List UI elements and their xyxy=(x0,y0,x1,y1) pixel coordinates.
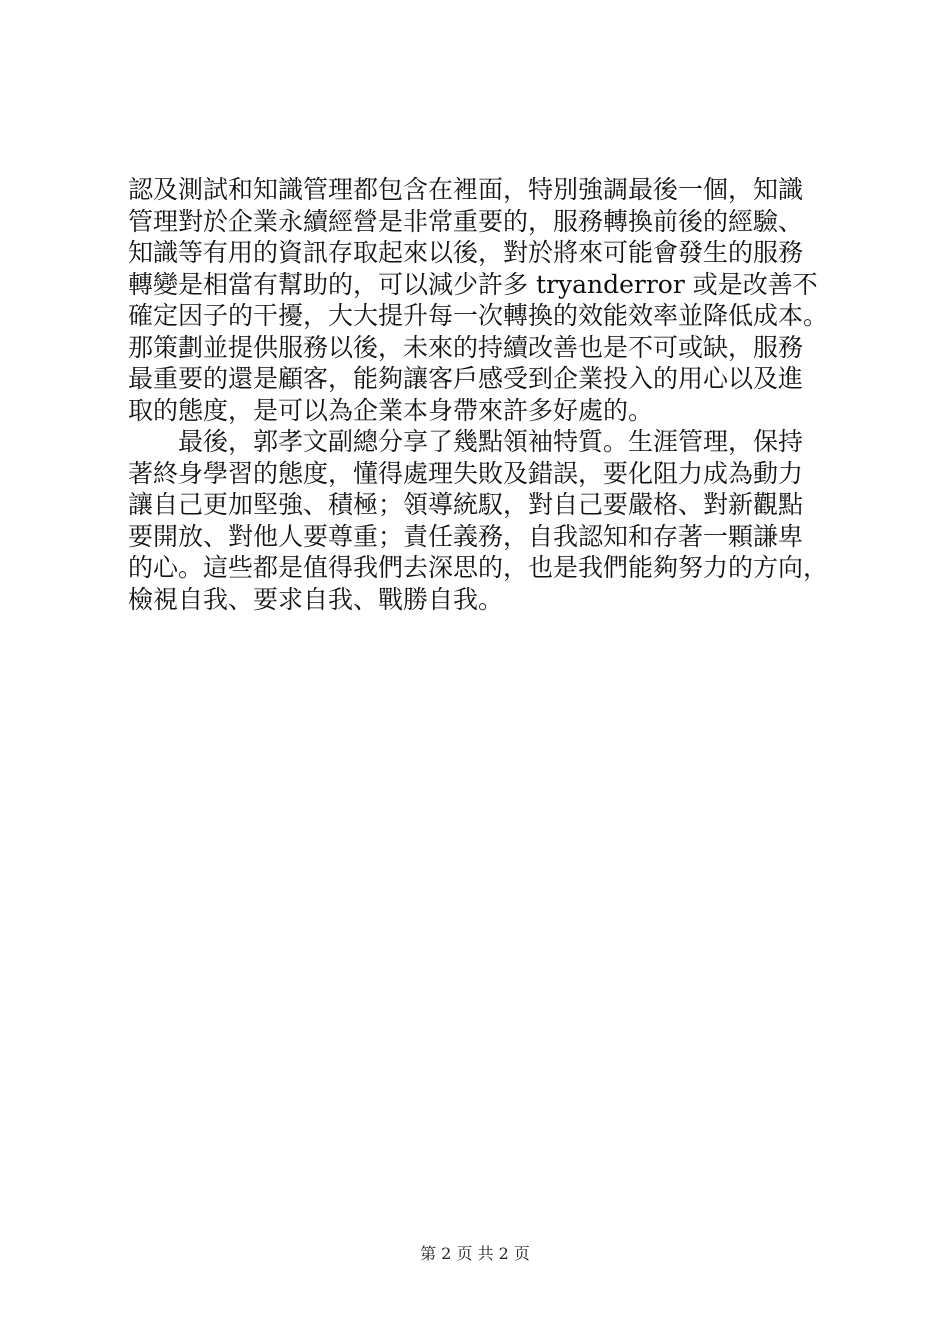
text-line: 取的態度，是可以為企業本身帶來許多好處的。 xyxy=(128,395,654,425)
page-footer xyxy=(0,1244,950,1264)
text-line: 要開放、對他人要尊重；責任義務，自我認知和存著一顆謙卑 xyxy=(128,521,804,551)
text-line: 知識等有用的資訊存取起來以後，對於將來可能會發生的服務 xyxy=(128,238,804,267)
text-line: 檢視自我、要求自我、戰勝自我。 xyxy=(128,584,504,614)
text-line: 的心。這些都是值得我們去深思的，也是我們能夠努力的方向， xyxy=(128,553,829,582)
text-line: 管理對於企業永續經營是非常重要的，服務轉換前後的經驗、 xyxy=(128,206,804,236)
text-line: 那策劃並提供服務以後，未來的持續改善也是不可或缺，服務 xyxy=(128,332,804,362)
text-line: 轉變是相當有幫助的，可以減少許多 tryanderror 或是改善不 xyxy=(128,269,818,299)
page-number: 第 2 页 共 2 页 xyxy=(420,1244,530,1263)
text-line: 著終身學習的態度，懂得處理失敗及錯誤，要化阻力成為動力 xyxy=(128,458,804,488)
text-line: 認及測試和知識管理都包含在裡面，特別強調最後一個，知識 xyxy=(128,175,804,204)
text-line: 最後，郭孝文副總分享了幾點領袖特質。生涯管理，保持 xyxy=(128,427,804,456)
text-line: 最重要的還是顧客，能夠讓客戶感受到企業投入的用心以及進 xyxy=(128,364,804,393)
text-line: 讓自己更加堅強、積極；領導統馭，對自己要嚴格、對新觀點 xyxy=(128,490,804,519)
text-line: 確定因子的干擾，大大提升每一次轉換的效能效率並降低成本。 xyxy=(128,301,829,330)
body-text xyxy=(128,174,848,615)
